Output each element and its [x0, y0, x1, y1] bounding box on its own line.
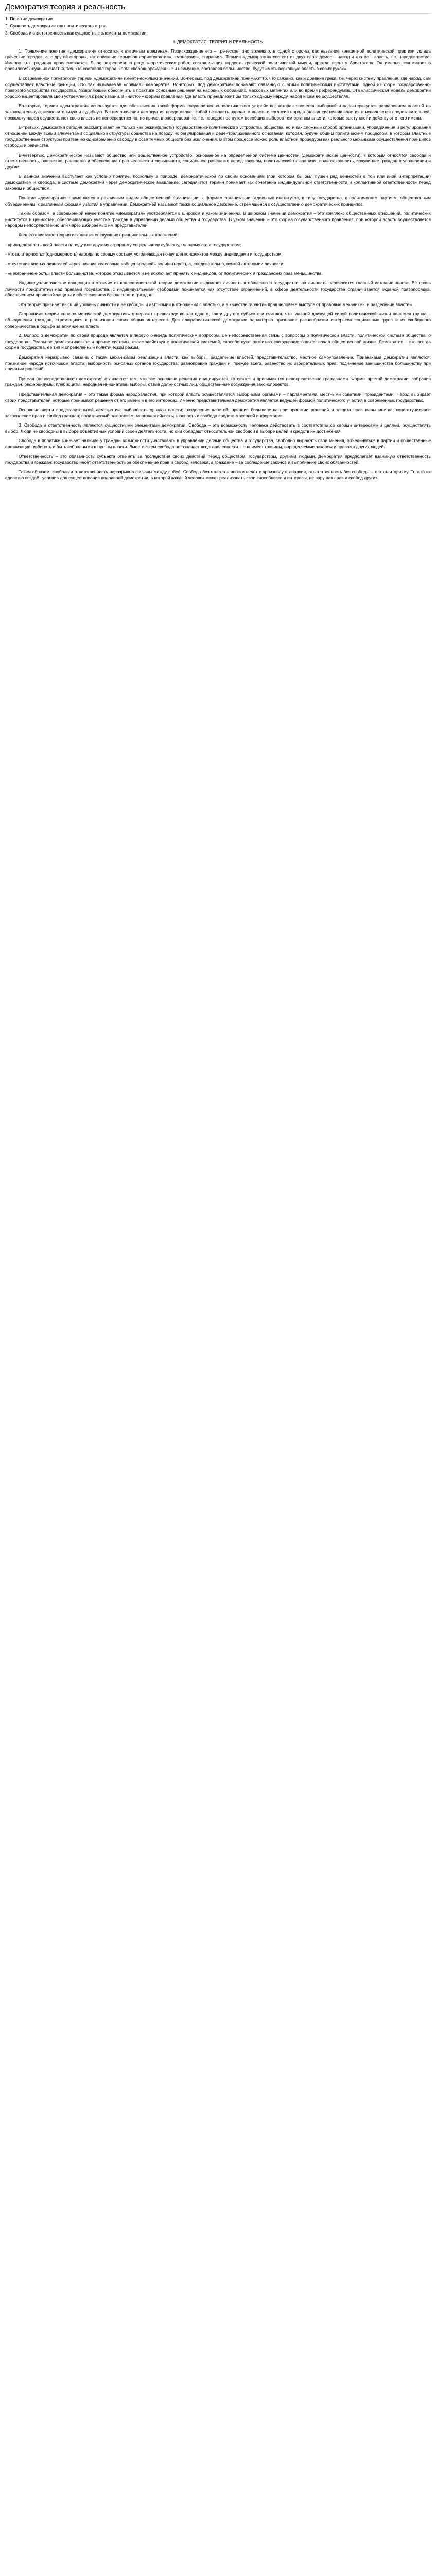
paragraph: Свобода в политике означает наличие у граждан возможности участвовать в управлении делами общества и государства, свободно выражать свои мнения, объединяться в партии и общественные организации, избирать и быть избранными в органы власти. Вместе с тем свобода не означает вседозволенности – она имеет границы, определяемые законом и правами других людей. [5, 438, 431, 450]
paragraph: Представительная демократия – это такая форма народовластия, при которой власть осуществляется выборными органами – парламентами, местными советами, президентами. Народ выбирает своих представителей, которые принимают решения от его имени и в его интересах. Именно представительная демократия является ведущей формой политического участия в современных государствах. [5, 391, 431, 403]
paragraph: В современной политологии термин «демократия» имеет несколько значений. Во-первых, под демократией понимают то, что связано, как и древние греки, т.е. через систему правления, где народ, сам осуществляет властные функции. Это так называемая «прямая» демократия. Во-вторых, под демократией понимают связанную с этими политическими институтами, одной из форм государственно-правового устройства государства, позволяющей обеспечить в практике основные решения на народных собраниях, массовых митингах или во время референдумов. Эта классическая модель демократии хорошо акцентировала свои устремления к реализации, и «чистой» формы правления, где власть принадлежит бы только одному народу, народ и сам её осуществлял. [5, 75, 431, 99]
paragraph: В-третьих, демократия сегодня рассматривает не только как режим(власть) государственно-политического устройства общества, но и как сложный способ организации, упорядочения и регулирования отношений между всеми элементами социальной структуры общества на поводу их регулирования и децентрализованного основания, которая, будучи общим политическим процессом, в котором властные государственные структуры призванию одновременно свободу в осве темных обществ без исключения. В этом процессе можно роль властной процедуры как реального механизма осуществления принципов свободы и равенства. [5, 125, 431, 148]
list-item: - отсутствие чистых личностей через нижние классовые «общенародной» воли(интерес), а, следовательно, всякой автономии личности; [5, 261, 285, 266]
paragraph: Сторонники теории «плюралистической демократии» отвергают превосходство как одного, так и другого субъекта и считают, что главной движущей силой политической жизни является группа – объединения граждан, стремящихся к реализации своих общих интересов. Для плюралистической демократии характерно признание разнообразия интересов социальных групп и их свободного соперничества в борьбе за влияние на власть. [5, 311, 431, 329]
section-heading: I. ДЕМОКРАТИЯ: ТЕОРИЯ И РЕАЛЬНОСТЬ [173, 39, 263, 44]
paragraph: 3. Свобода и ответственность являются сущностными элементами демократии. Свобода – это возможность человека действовать в соответствии со своими интересами и целями, осуществлять выбор. Люди не свободны в выборе объективных условий своей деятельности, но они обладают относительной свободой в выборе целей и средств их достижения. [5, 422, 431, 434]
paragraph: В-четвертых, демократическое называют общество или общественное устройство, основанное на определенной системе ценностей (демократические ценности), к которым относятся свобода и ответственность, равенство, равенство и обеспечение прав человека и меньшинств, социальное равенство перед законом, политический плюрализм, правозаконность, сочувствие граждан в управлении и другие. [5, 152, 431, 170]
body-text [5, 48, 431, 481]
list-item: - принадлежность всей власти народу или другому аграрному социальному субъекту, главному его с государством; [5, 242, 241, 247]
paragraph: 2. Вопрос о демократии по своей природе является в первую очередь политическим вопросом. Её непосредственная связь с вопросом о политической власти, политической системе общества, о государстве. Реальное демократическое и прочие системы, взаимодействуя с политической системой, способствуют развитию самоуправляющихся начал общественной жизни. Демократия – это всегда форма государства, её тип и определённый политический режим. [5, 333, 431, 350]
paragraph: Ответственность – это обязанность субъекта отвечать за последствия своих действий перед обществом, государством, другими людьми. Демократия предполагает взаимную ответственность государства и граждан: государство несёт ответственность за обеспечение прав и свобод человека, а граждане – за соблюдение законов и выполнение своих обязанностей. [5, 453, 431, 465]
paragraph: Таким образом, в современной науке понятие «демократия» употребляется в широком и узком значениях. В широком значении демократия – это комплекс общественных отношений, политических институтов и ценностей, обеспечивающих участие граждан в управлении делами общества и государства. В узком значении – это форма государственного правления, при которой власть осуществляется народом непосредственно или через избираемых им представителей. [5, 211, 431, 228]
paragraph: Коллективистское теория исходит из следующих принципиальных положений: [19, 232, 179, 238]
table-of-contents [5, 16, 431, 36]
paragraph: Понятие «демократия» применяется к различным видам общественной организации, к формам организации отдельных институтов, к типу государства, к политическим партиям, общественным объединениям, к различным формам участия в управлении. Демократией называют также социальное движение, стремящееся к осуществлению демократических принципов. [5, 195, 431, 207]
paragraph: Прямая (непосредственная) демократия отличается тем, что все основные решения инициируются, готовятся и принимаются непосредственно гражданами. Формы прямой демократии: собрания граждан, референдумы, плебисциты, народная инициатива, выборы, отзыв должностных лиц, общественные обсуждения законопроектов. [5, 376, 431, 387]
list-item: - «неограниченность» власти большинства, которое отказывается и не исключает принятых индивидов, от политических и гражданских прав меньшинства. [5, 270, 323, 276]
document-page [0, 0, 436, 481]
list-item: - «тоталитарность» (одномерность) народа по своему составу, устраняющая почву для конфликтов между индивидами и государством; [5, 251, 283, 257]
paragraph: Индивидуалистическое концепция в отличие от коллективистской теории демократии выдвигает личность в общество в государство: на личность переносится главный источник власти. Её права личности приоритетны над правами государства, с индивидуальными свободами понимается как отсутствие ограничений, а сфера деятельности государства ограничивается охраной правопорядка, обеспечением правовой защиты и обеспечением безопасности граждан. [5, 280, 431, 298]
toc-item: 3. Свобода и ответственность как сущностные элементы демократии. [5, 30, 148, 36]
paragraph: Эта теория признает высший уровень личности и её свободы и автономии в отношении с властью, а в качестве гарантий прав человека выступают правовые механизмы и разделение властей. [19, 301, 413, 307]
toc-item: 1. Понятие демократии [5, 16, 53, 21]
paragraph: 1. Появление понятия «демократия» относится к античным временам. Происхождение его – греческое, оно возникло, в одной стороны, как название конкретной политической практики уклада греческих городов, а, с другой стороны, как описание терминов «аристократия», «монархия», «тирания». Термин «демократия» состоит из двух слов: демос – народ и кратос – власть, т.е. народовластие. Именно эта традиция прослеживается. Было закреплено в ряде теоретических работ, составляющих гордость греческой политической мысли, прежде всего у Аристотеля. Он именно вспоминает о привилегиях лучших счастья, тех, кто составлял город, когда свободнорожденные и неимущие, составляя большинство, будут иметь верховную власть в своих руках». [5, 48, 431, 72]
paragraph: Основные черты представительной демократии: выборность органов власти; разделение властей; принцип большинства при принятии решений и защита прав меньшинства; конституционное закрепление прав и свобод граждан; политический плюрализм; многопартийность; гласность и свобода средств массовой информации. [5, 407, 431, 418]
paragraph: Демократия неразрывно связана с таким механизмом реализации власти, как выборы, разделение властей, представительство, местное самоуправление. Признаками демократии являются: признание народа источником власти; выборность основных органов государства; равноправие граждан и, прежде всего, равенство их избирательных прав; подчинение меньшинства большинству при принятии решений. [5, 354, 431, 372]
toc-item: 2. Сущность демократии как политического строя. [5, 23, 108, 28]
paragraph: В данном значении выступает как условно понятие, поскольку в природе, демократической по своим основаниям (при котором бы был пущен ряд ценностей в той или иной интерпретации) демократизм и свобода, в системе демократий через демократическое мышление, сегодня этот термин понимает как сочетание индивидуальной ответственности и коллективной ответственности перед законом и обществом. [5, 174, 431, 191]
page-title: Демократия:теория и реальность [5, 2, 431, 14]
paragraph: Во-вторых, термин «демократия» используется для обозначения такой формы государственно-политического устройства, которая является выборной и характеризуется разделением властей на законодательную, исполнительную и судебную. В этом значении демократия представляет собой не власть народа, а власть с согласия народа (народ «источник власти» и исполняется представительной, поскольку народ осуществляет свою власть не непосредственно, но прямо, в опосредованно, т.е. передает её путем всеобщих выборов тем органам власти, которые выступают и действуют от его имени. [5, 103, 431, 121]
paragraph: Таким образом, свобода и ответственность неразрывно связаны между собой. Свобода без ответственности ведёт к произволу и анархии, ответственность без свободы – к тоталитаризму. Только их единство создаёт условия для существования подлинной демократии, в которой каждый человек может реализовать свои способности и интересы, не нарушая прав и свобод других. [5, 469, 431, 481]
